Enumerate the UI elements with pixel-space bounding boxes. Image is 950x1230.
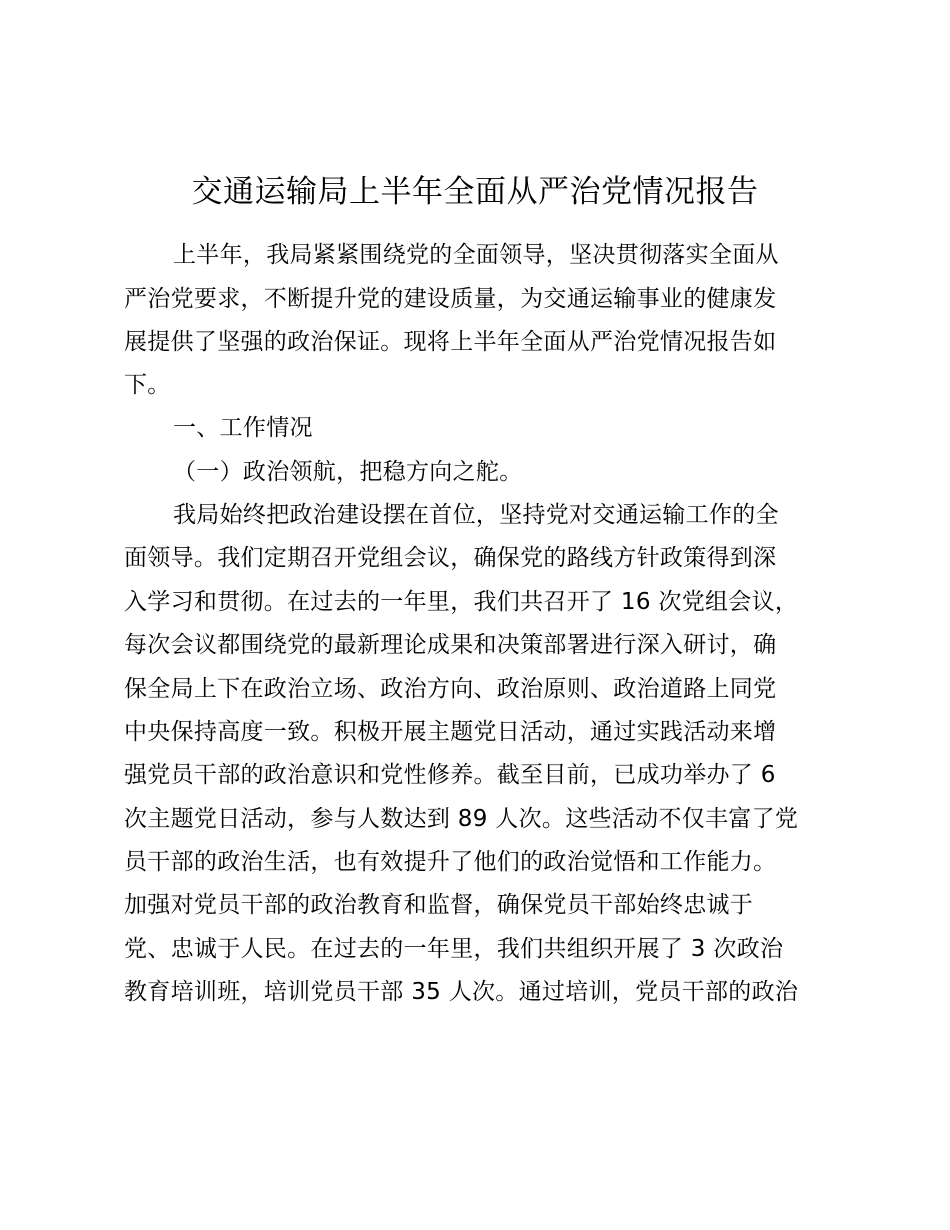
paragraph-line: 上半年，我局紧紧围绕党的全面领导，坚决贯彻落实全面从 — [173, 242, 779, 268]
paragraph-line: 中央保持高度一致。积极开展主题党日活动，通过实践活动来增 — [124, 719, 777, 745]
paragraph-line: 强党员干部的政治意识和党性修养。截至目前，已成功举办了 6 — [124, 762, 776, 788]
paragraph-line: 党、忠诚于人民。在过去的一年里，我们共组织开展了 3 次政治 — [124, 936, 784, 962]
paragraph-line: 员干部的政治生活，也有效提升了他们的政治觉悟和工作能力。 — [124, 849, 777, 875]
paragraph-line: 教育培训班，培训党员干部 35 人次。通过培训，党员干部的政治 — [124, 979, 799, 1005]
subsection-heading: （一）政治领航，把稳方向之舵。 — [173, 459, 523, 485]
paragraph-line: 严治党要求，不断提升党的建设质量，为交通运输事业的健康发 — [124, 286, 777, 312]
paragraph-line: 入学习和贯彻。在过去的一年里，我们共召开了 16 次党组会议， — [124, 589, 799, 615]
paragraph-line: 保全局上下在政治立场、政治方向、政治原则、政治道路上同党 — [124, 676, 777, 702]
paragraph-line: 展提供了坚强的政治保证。现将上半年全面从严治党情况报告如 — [124, 329, 777, 355]
paragraph-line: 次主题党日活动，参与人数达到 89 人次。这些活动不仅丰富了党 — [124, 806, 799, 832]
paragraph-line: 加强对党员干部的政治教育和监督，确保党员干部始终忠诚于 — [124, 892, 754, 918]
paragraph-line: 我局始终把政治建设摆在首位，坚持党对交通运输工作的全 — [173, 502, 779, 528]
document-title: 交通运输局上半年全面从严治党情况报告 — [191, 174, 759, 210]
paragraph-line: 面领导。我们定期召开党组会议，确保党的路线方针政策得到深 — [124, 545, 777, 571]
paragraph-line: 下。 — [124, 372, 171, 398]
paragraph-line: 每次会议都围绕党的最新理论成果和决策部署进行深入研讨，确 — [124, 632, 777, 658]
section-heading: 一、工作情况 — [173, 415, 313, 441]
